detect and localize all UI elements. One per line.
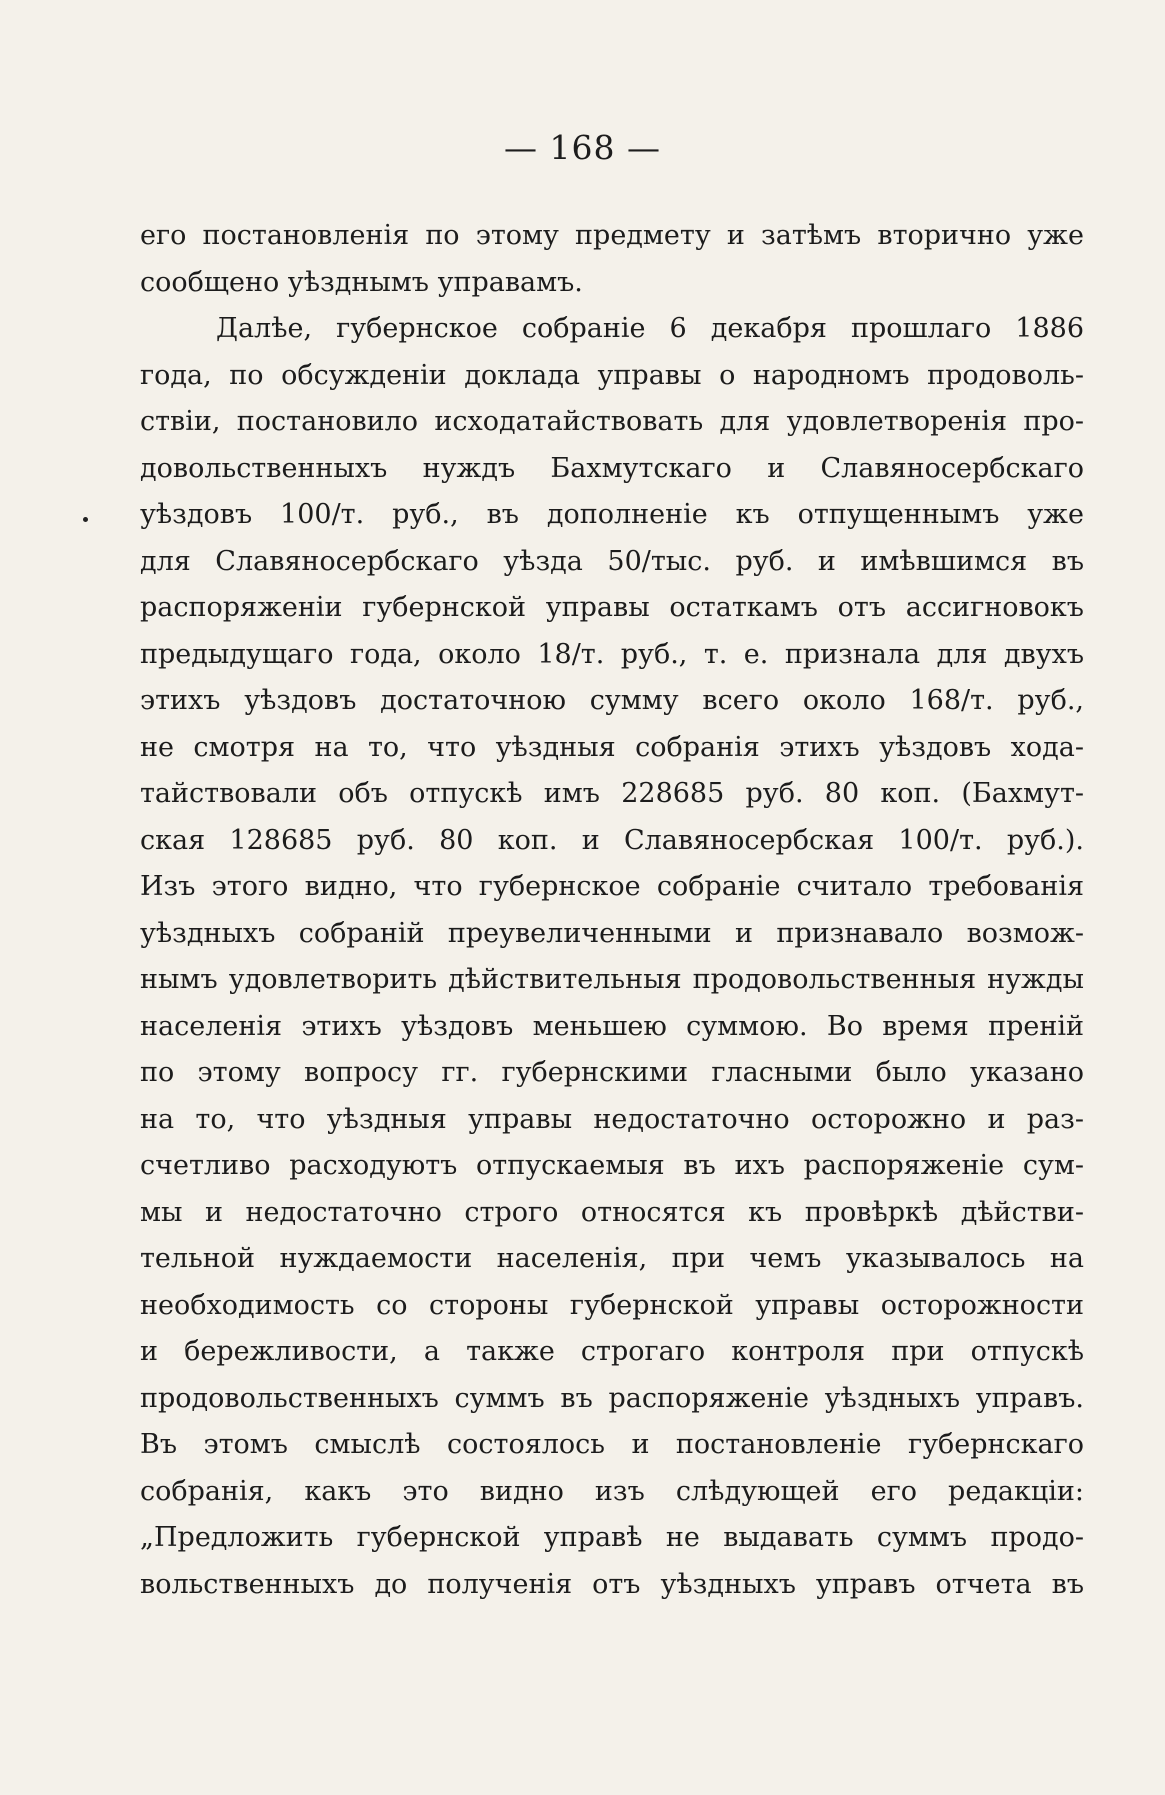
text-line-27: Въ этомъ смыслѣ состоялось и постановленіе губернскаго [140,1429,1084,1460]
text-line-8: для Славяносербскаго уѣзда 50/тыс. руб. и имѣвшимся въ [140,545,1084,577]
text-line-22: мы и недостаточно строго относятся къ провѣркѣ дѣйстви- [140,1196,1084,1228]
margin-dot-mark [83,517,88,522]
text-line-7: уѣздовъ 100/т. руб., въ дополненіе къ отпущеннымъ уже [140,499,1084,530]
text-line-3: Далѣе, губернское собраніе 6 декабря прошлаго 1886 [216,313,1084,344]
text-line-14: ская 128685 руб. 80 коп. и Славяносербская 100/т. руб.). [140,824,1084,856]
text-line-26: продовольственныхъ суммъ въ распоряженіе уѣздныхъ управъ. [140,1382,1084,1414]
text-line-21: счетливо расходуютъ отпускаемыя въ ихъ распоряженіе сум- [140,1150,1084,1181]
text-line-4: года, по обсужденіи доклада управы о народномъ продоволь- [140,359,1084,391]
text-line-1: его постановленія по этому предмету и затѣмъ вторично уже [140,220,1084,251]
text-line-20: на то, что уѣздныя управы недостаточно осторожно и раз- [140,1103,1084,1135]
text-line-9: распоряженіи губернской управы остаткамъ отъ ассигновокъ [140,592,1084,623]
text-line-12: не смотря на то, что уѣздныя собранія этихъ уѣздовъ хода- [140,731,1084,763]
text-line-17: нымъ удовлетворить дѣйствительныя продовольственныя нужды [140,964,1084,995]
text-line-25: и бережливости, а также строгаго контроля при отпускѣ [140,1336,1084,1367]
body-text [140,213,1084,1608]
text-line-10: предыдущаго года, около 18/т. руб., т. е. признала для двухъ [140,638,1084,670]
text-line-13: тайствовали объ отпускѣ имъ 228685 руб. 80 коп. (Бахмут- [140,778,1084,809]
text-line-11: этихъ уѣздовъ достаточною сумму всего около 168/т. руб., [140,685,1084,716]
text-line-29: „Предложить губернской управѣ не выдавать суммъ продо- [140,1522,1084,1553]
page-number: — 168 — [504,128,661,167]
text-line-6: довольственныхъ нуждъ Бахмутскаго и Славяносербскаго [140,452,1084,484]
text-line-16: уѣздныхъ собраній преувеличенными и признавало возмож- [140,917,1084,949]
text-line-5: ствіи, постановило исходатайствовать для удовлетворенія про- [140,406,1084,437]
text-line-30: вольственныхъ до полученія отъ уѣздныхъ управъ отчета въ [140,1568,1084,1600]
text-line-15: Изъ этого видно, что губернское собраніе считало требованія [140,871,1084,902]
text-line-2: сообщено уѣзднымъ управамъ. [140,266,583,298]
text-line-28: собранія, какъ это видно изъ слѣдующей его редакціи: [140,1475,1084,1507]
text-line-18: населенія этихъ уѣздовъ меньшею суммою. Во время преній [140,1010,1084,1042]
text-line-19: по этому вопросу гг. губернскими гласными было указано [140,1057,1084,1088]
text-line-24: необходимость со стороны губернской управы осторожности [140,1289,1084,1321]
text-line-23: тельной нуждаемости населенія, при чемъ указывалось на [140,1243,1084,1274]
